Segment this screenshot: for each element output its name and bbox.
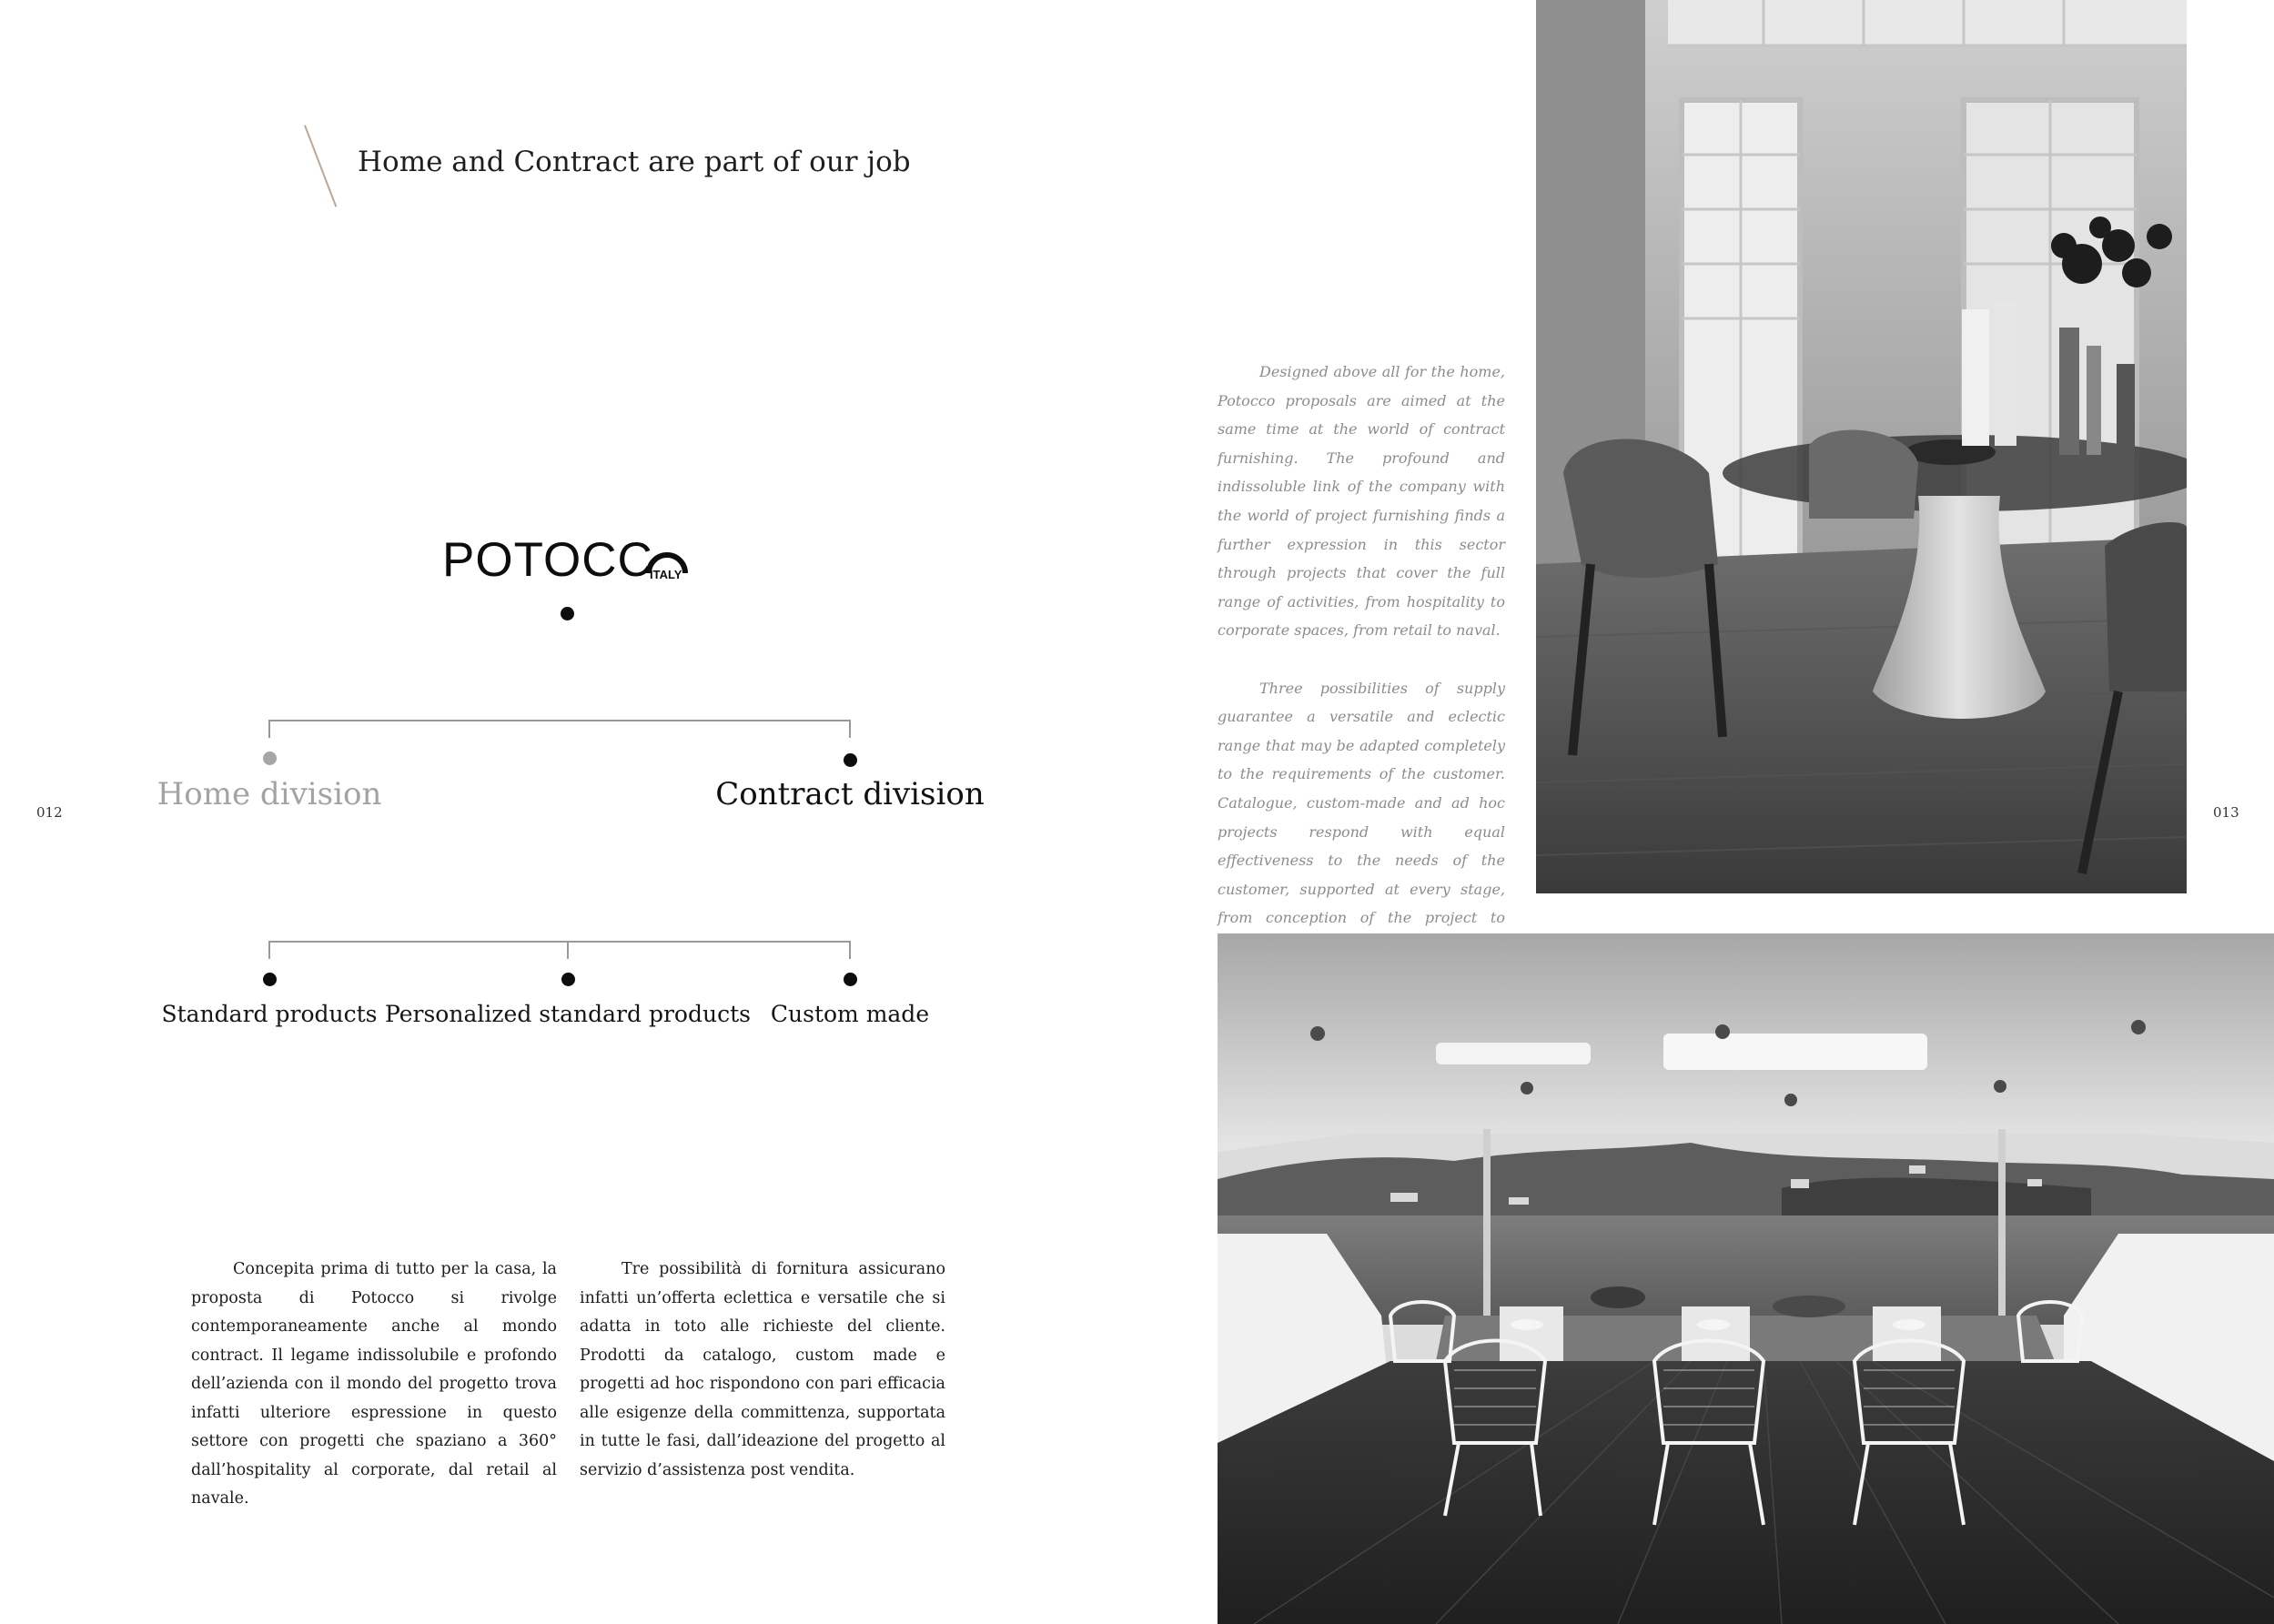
english-paragraph-1: Designed above all for the home, Potocco proposals are aimed at the same time at the world of contract furnishing. The profound and indissoluble link of the company with the world of project furnishing finds a further expression in this sector through projects that cover the full range of activities, from hospitality to corporate spaces, from retail to naval.: [1218, 363, 1505, 640]
page-title: Home and Contract are part of our job: [358, 146, 911, 178]
contract-division-label: Contract division: [715, 776, 985, 812]
logo-wordmark: POTOCC: [442, 533, 653, 587]
home-division-dot: [263, 751, 277, 765]
custom-made-label: Custom made: [770, 1001, 930, 1027]
custom-made-dot: [844, 973, 857, 986]
english-paragraph-2: Three possibilities of supply guarantee a versatile and eclectic range that may be adapted completely to the requirements of the customer. Catalogue, custom-made and ad hoc projects respond with equal effectiveness to the needs of the customer, supported at every stage, from conception of the project to: [1218, 679, 1505, 927]
yacht-deck-photo: [1218, 933, 2274, 1624]
personalized-products-label: Personalized standard products: [385, 1001, 751, 1027]
italian-text-column-2: [580, 1256, 945, 1485]
contract-division-dot: [844, 753, 857, 767]
product-connector-middle: [567, 941, 569, 959]
standard-products-label: Standard products: [161, 1001, 378, 1027]
title-slash-decoration: [304, 125, 337, 207]
italian-text-column-1: [191, 1256, 557, 1514]
standard-products-dot: [263, 973, 277, 986]
italian-paragraph-2: Tre possibilità di fornitura assicurano infatti un’offerta eclettica e versatile che si adatta in toto alle richieste del cliente. Prodotti da catalogo, custom made e progetti ad hoc rispondono con pari efficacia alle esigenze della committenza, supportata in tutte le fasi, dall’ideazione del progetto al servizio d’assistenza post vendita.: [580, 1260, 945, 1479]
division-connector-right: [849, 720, 851, 738]
logo-italy-label: ITALY: [650, 568, 682, 581]
product-connector-horizontal: [268, 941, 851, 943]
division-connector-horizontal: [268, 720, 851, 721]
home-division-label: Home division: [157, 776, 382, 812]
english-text-column: [1218, 358, 1505, 990]
potocco-logo: [442, 535, 693, 593]
personalized-products-dot: [561, 973, 575, 986]
root-node-dot: [561, 607, 574, 620]
page-number-right: 013: [2213, 804, 2239, 821]
page-number-left: 012: [36, 804, 63, 821]
product-connector-right: [849, 941, 851, 959]
division-connector-left: [268, 720, 270, 738]
product-connector-left: [268, 941, 270, 959]
italian-paragraph-1: Concepita prima di tutto per la casa, la proposta di Potocco si rivolge contemporaneamente anche al mondo contract. Il legame indissolubile e profondo dell’azienda con il mondo del progetto trova infatti ulteriore espressione in questo settore con progetti che spaziano a 360° dall’hospitality al corporate, dal retail al navale.: [191, 1260, 557, 1508]
dining-room-photo: [1536, 0, 2187, 893]
